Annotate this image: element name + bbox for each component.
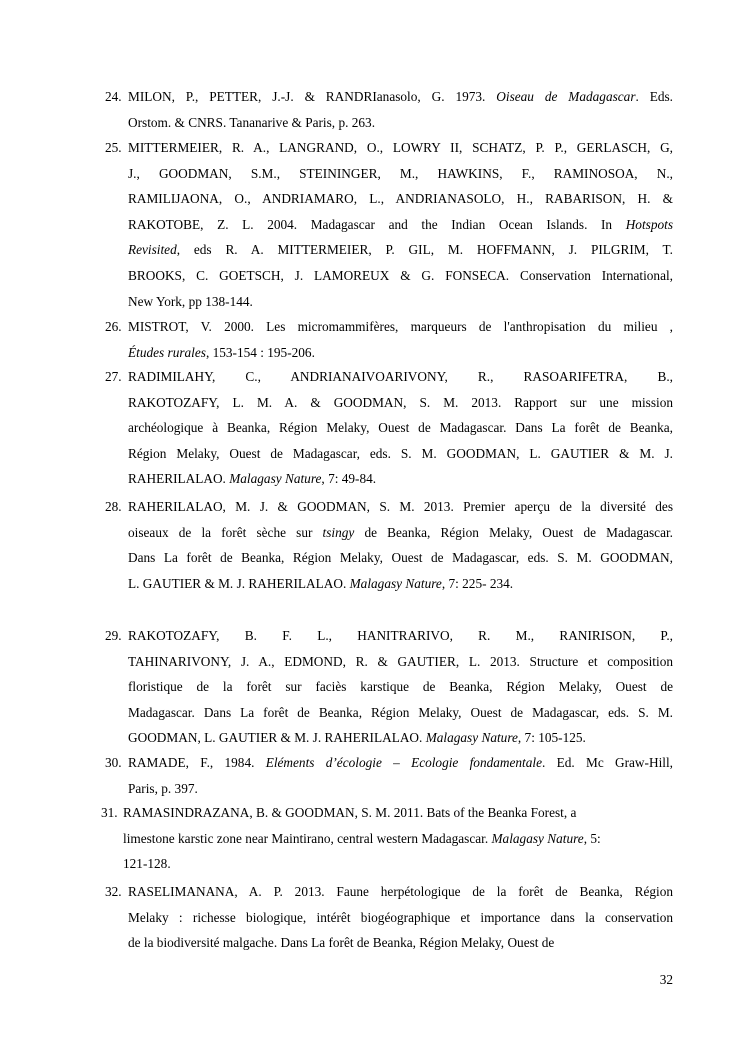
italic-text: Malagasy Nature (229, 471, 322, 487)
reference-text (128, 623, 673, 751)
text-run: MILON, P., PETTER, J.-J. & RANDRIanasolo, G. 1973. (128, 89, 497, 104)
text-run: Région Melaky, Ouest de Madagascar, eds. S. M. GOODMAN, L. GAUTIER & M. J. (128, 445, 673, 461)
text-run: BROOKS, C. GOETSCH, J. LAMOREUX & G. FONSECA. Conservation International, (128, 267, 673, 283)
reference-text (128, 879, 673, 956)
text-run: RAHERILALAO. (128, 471, 230, 487)
reference-line (128, 314, 673, 340)
reference-line (128, 700, 673, 726)
reference-text (128, 364, 673, 492)
reference-text (128, 494, 673, 596)
reference-line (128, 776, 673, 802)
italic-text: Malagasy Nature (349, 575, 442, 591)
reference-line (128, 186, 673, 212)
reference-text (128, 84, 673, 135)
text-run: RAKOTOZAFY, L. M. A. & GOODMAN, S. M. 2013. Rapport sur une mission (128, 394, 673, 410)
text-run: , eds R. A. MITTERMEIER, P. GIL, M. HOFFMANN, J. PILGRIM, T. (176, 242, 673, 258)
reference-line (128, 879, 673, 905)
reference-line (128, 623, 673, 649)
text-run: 121-128. (123, 856, 171, 872)
reference-line (128, 340, 673, 366)
text-run: J., GOODMAN, S.M., STEININGER, M., HAWKINS, F., RAMINOSOA, N., (128, 165, 673, 181)
reference-line (128, 415, 673, 441)
italic-text: Études rurales (128, 344, 206, 360)
reference-number: 29. (105, 628, 122, 643)
reference-line (128, 237, 673, 263)
reference-line (128, 520, 673, 546)
text-run: New York, pp 138-144. (128, 293, 253, 309)
reference-number: 31. (101, 805, 118, 820)
reference-number: 32. (105, 884, 122, 899)
text-run: archéologique à Beanka, Région Melaky, Ouest de Madagascar. Dans La forêt de Beanka, (128, 420, 673, 436)
reference-line (128, 494, 673, 520)
text-run: RAKOTOBE, Z. L. 2004. Madagascar and the Indian Ocean Islands. In (128, 216, 626, 232)
text-run: Orstom. & CNRS. Tananarive & Paris, p. 263. (128, 114, 376, 130)
italic-text: Malagasy Nature (491, 830, 584, 846)
italic-text: Oiseau de Madagascar (496, 89, 636, 104)
reference-line (128, 441, 673, 467)
reference-line (128, 289, 673, 315)
reference-line (128, 905, 673, 931)
reference-line (123, 826, 669, 852)
reference-item (105, 84, 673, 135)
italic-text: Eléments d’écologie – Ecologie fondamentale (265, 755, 542, 770)
text-run: RAMADE, F., 1984. (128, 755, 266, 770)
reference-line (128, 364, 673, 390)
reference-item (105, 623, 673, 751)
reference-text (128, 314, 673, 365)
reference-line (128, 390, 673, 416)
text-run: Dans La forêt de Beanka, Région Melaky, Ouest de Madagascar, eds. S. M. GOODMAN, (128, 550, 673, 566)
text-run: , 5: (583, 830, 601, 846)
text-run: , 153-154 : 195-206. (205, 344, 315, 360)
reference-item (105, 750, 673, 801)
reference-line (128, 930, 673, 956)
text-run: MISTROT, V. 2000. Les micromammifères, marqueurs de l'anthropisation du milieu , (128, 319, 673, 334)
reference-item (105, 135, 673, 314)
text-run: RAMILIJAONA, O., ANDRIAMARO, L., ANDRIANASOLO, H., RABARISON, H. & (128, 191, 673, 207)
text-run: limestone karstic zone near Maintirano, central western Madagascar. (123, 830, 492, 846)
reference-number: 25. (105, 140, 122, 155)
italic-text: Malagasy Nature (425, 730, 518, 746)
reference-number: 28. (105, 499, 122, 514)
text-run: RAHERILALAO, M. J. & GOODMAN, S. M. 2013. Premier aperçu de la diversité des (128, 499, 673, 514)
text-run: MITTERMEIER, R. A., LANGRAND, O., LOWRY II, SCHATZ, P. P., GERLASCH, G, (128, 140, 673, 155)
reference-line (128, 750, 673, 776)
reference-item (105, 494, 673, 596)
text-run: RASELIMANANA, A. P. 2013. Faune herpétologique de la forêt de Beanka, Région (128, 884, 673, 899)
text-run: floristique de la forêt sur faciès karstique de Beanka, Région Melaky, Ouest de (128, 679, 673, 695)
reference-line (128, 135, 673, 161)
text-run: Madagascar. Dans La forêt de Beanka, Région Melaky, Ouest de Madagascar, eds. S. M. (128, 704, 673, 720)
reference-line (128, 649, 673, 675)
reference-text (123, 800, 669, 877)
text-run: GOODMAN, L. GAUTIER & M. J. RAHERILALAO. (128, 730, 426, 746)
reference-line (128, 263, 673, 289)
text-run: , 7: 105-125. (517, 730, 586, 746)
text-run: TAHINARIVONY, J. A., EDMOND, R. & GAUTIER, L. 2013. Structure et composition (128, 653, 673, 669)
reference-item (105, 879, 673, 956)
reference-text (128, 750, 673, 801)
text-run: de Beanka, Région Melaky, Ouest de Madagascar. (354, 524, 673, 540)
reference-line (128, 545, 673, 571)
text-run: RAKOTOZAFY, B. F. L., HANITRARIVO, R. M., RANIRISON, P., (128, 628, 673, 643)
text-run: , 7: 225- 234. (441, 575, 514, 591)
page-number: 32 (659, 972, 673, 987)
text-run: L. GAUTIER & M. J. RAHERILALAO. (128, 575, 350, 591)
reference-line (128, 110, 673, 136)
text-run: . Eds. (635, 89, 674, 104)
text-run: de la biodiversité malgache. Dans La forêt de Beanka, Région Melaky, Ouest de (128, 935, 555, 951)
reference-number: 30. (105, 755, 122, 770)
reference-line (123, 851, 669, 877)
reference-line (123, 800, 669, 826)
reference-item (101, 800, 669, 877)
reference-line (128, 466, 673, 492)
text-run: , 7: 49-84. (321, 471, 377, 487)
reference-line (128, 571, 673, 597)
text-run: Melaky : richesse biologique, intérêt biogéographique et importance dans la conservation (128, 909, 673, 925)
reference-item (105, 314, 673, 365)
text-run: RADIMILAHY, C., ANDRIANAIVOARIVONY, R., RASOARIFETRA, B., (128, 369, 673, 384)
reference-line (128, 725, 673, 751)
reference-number: 27. (105, 369, 122, 384)
reference-line (128, 84, 673, 110)
reference-number: 26. (105, 319, 122, 334)
text-run: RAMASINDRAZANA, B. & GOODMAN, S. M. 2011. Bats of the Beanka Forest, a (123, 805, 577, 820)
italic-text: Revisited (128, 242, 177, 258)
reference-line (128, 674, 673, 700)
reference-text (128, 135, 673, 314)
italic-text: Hotspots (625, 216, 673, 232)
reference-number: 24. (105, 89, 122, 104)
text-run: oiseaux de la forêt sèche sur (128, 524, 323, 540)
italic-text: tsingy (322, 524, 355, 540)
reference-line (128, 212, 673, 238)
reference-item (105, 364, 673, 492)
text-run: Paris, p. 397. (128, 780, 198, 796)
text-run: . Ed. Mc Graw-Hill, (542, 755, 673, 770)
reference-line (128, 161, 673, 187)
